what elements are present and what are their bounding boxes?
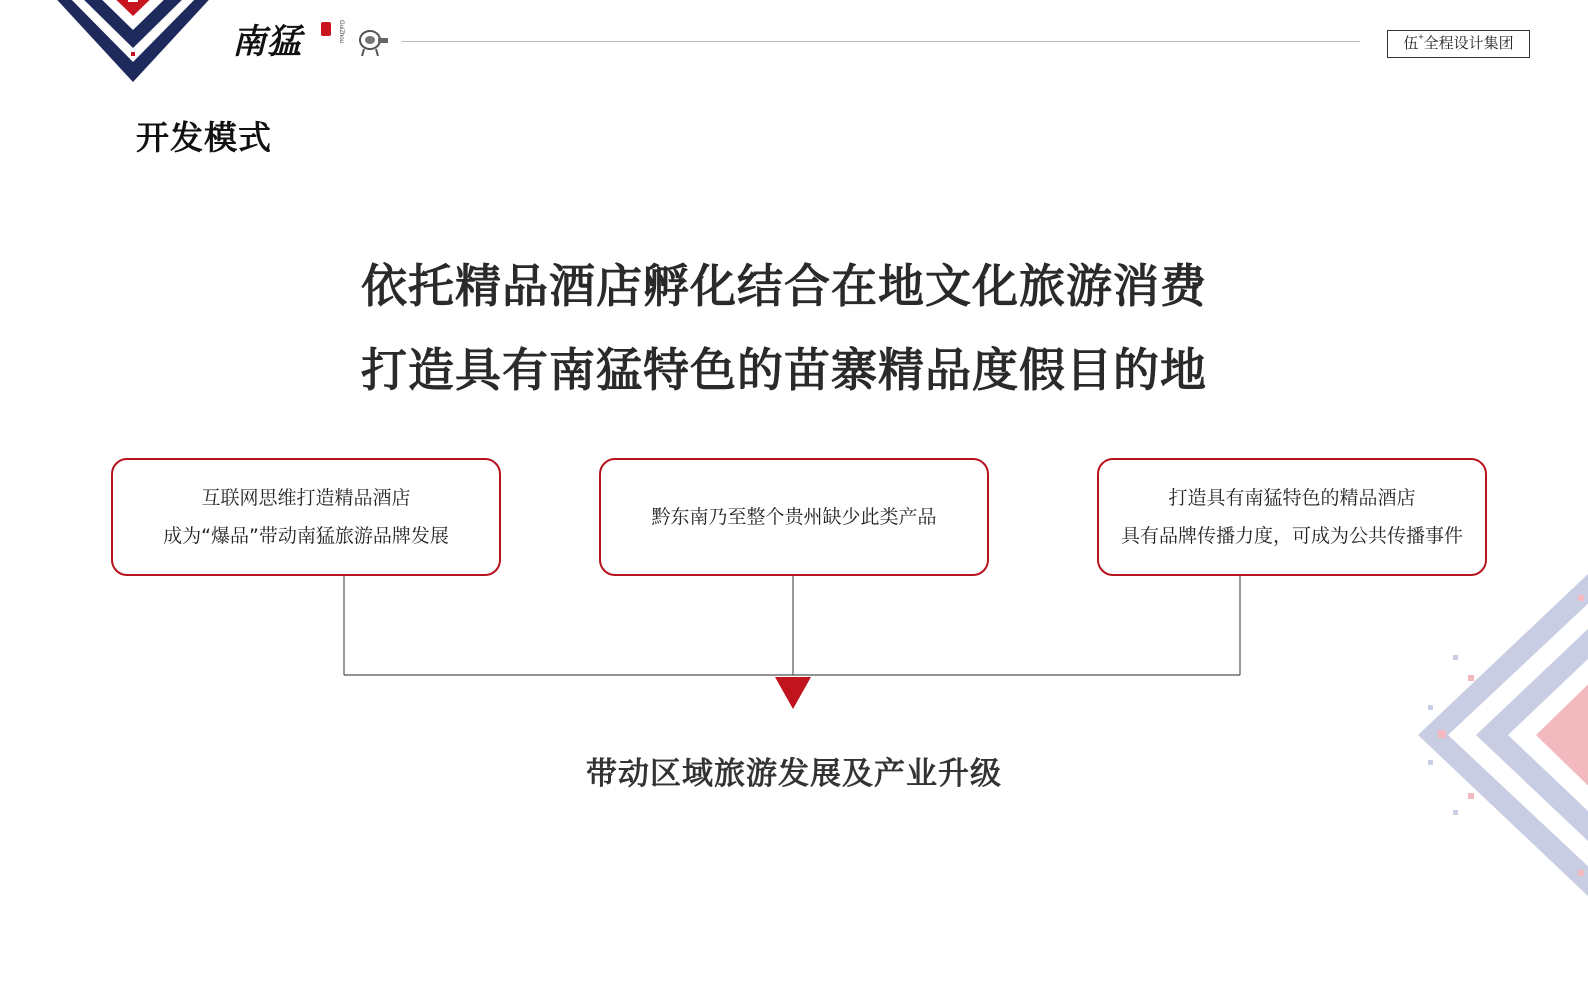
conclusion-text: 带动区域旅游发展及产业升级	[586, 756, 1002, 792]
card-3-line-2: 具有品牌传播力度，可成为公共传播事件	[1120, 525, 1463, 547]
logo-subtext: GuiZhou	[338, 20, 344, 44]
card-1-line-2: 成为“爆品”带动南猛旅游品牌发展	[163, 525, 449, 547]
brand-suffix: 全程设计集团	[1423, 35, 1514, 52]
brand-name: 伍	[1403, 35, 1419, 52]
headline-line-1: 依托精品酒店孵化结合在地文化旅游消费	[361, 259, 1207, 313]
card-3-line-1: 打造具有南猛特色的精品酒店	[1168, 487, 1416, 509]
point-card-2	[599, 458, 989, 576]
brand-sup: +	[1418, 32, 1424, 42]
section-title: 开发模式	[136, 118, 272, 157]
logo-wordmark: 南猛	[232, 22, 302, 62]
card-2-line-1: 黔东南乃至整个贵州缺少此类产品	[651, 506, 937, 528]
down-arrow-icon	[775, 677, 811, 709]
headline-line-2: 打造具有南猛特色的苗寨精品度假目的地	[361, 343, 1207, 397]
point-card-1	[111, 458, 501, 576]
folk-pattern-bottom-right	[1408, 555, 1588, 915]
card-1-line-1: 互联网思维打造精品酒店	[201, 487, 411, 509]
